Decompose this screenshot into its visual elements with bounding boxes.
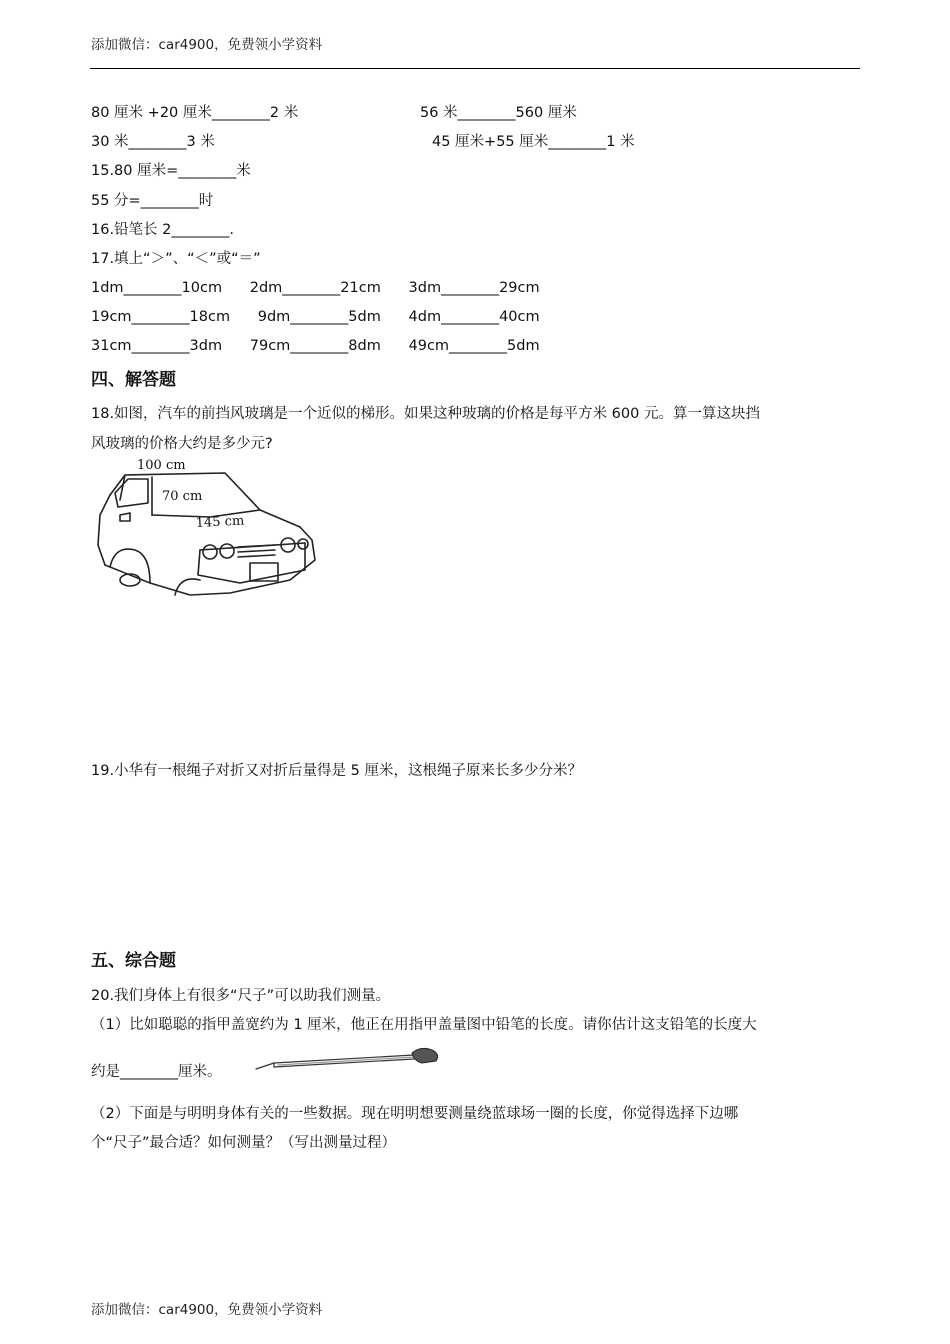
question-20-part-2-line-1: （2）下面是与明明身体有关的一些数据。现在明明想要测量绕蓝球场一圈的长度，你觉得选择下边哪 <box>91 1106 739 1122</box>
question-15-a: 15.80 厘米=________米 <box>91 163 251 179</box>
question-18-line-1: 18.如图，汽车的前挡风玻璃是一个近似的梯形。如果这种玻璃的价格是每平方米 600 元。算一算这块挡 <box>91 406 760 422</box>
section-title-4: 四、解答题 <box>91 370 176 390</box>
question-15-b: 55 分=________时 <box>91 193 214 209</box>
page-footer: 添加微信：car4900，免费领小学资料 <box>91 1302 323 1318</box>
question-14-a: 80 厘米 +20 厘米________2 米 <box>91 105 299 121</box>
question-20-part-1-line-2: 约是________厘米。 <box>91 1064 222 1080</box>
question-19: 19.小华有一根绳子对折又对折后量得是 5 厘米，这根绳子原来长多少分米？ <box>91 763 583 779</box>
car-bottom-label: 145 cm <box>195 513 245 531</box>
question-20-part-1-line-1: （1）比如聪聪的指甲盖宽约为 1 厘米，他正在用指甲盖量图中铅笔的长度。请你估计这支铅笔的长度大 <box>91 1017 757 1033</box>
question-14-b: 56 米________560 厘米 <box>420 105 577 121</box>
question-17-row-2: 19cm________18cm 9dm________5dm 4dm________40cm <box>91 309 540 325</box>
question-20: 20.我们身体上有很多“尺子”可以助我们测量。 <box>91 988 391 1004</box>
header-divider <box>90 68 860 69</box>
question-17: 17.填上“＞”、“＜”或“＝” <box>91 251 261 267</box>
question-17-row-1: 1dm________10cm 2dm________21cm 3dm________29cm <box>91 280 540 296</box>
question-18-line-2: 风玻璃的价格大约是多少元? <box>91 436 273 452</box>
pencil-figure <box>254 1047 442 1075</box>
question-14-d: 45 厘米+55 厘米________1 米 <box>432 134 635 150</box>
car-height-label: 70 cm <box>162 489 203 504</box>
question-16: 16.铅笔长 2________. <box>91 222 235 238</box>
question-14-c: 30 米________3 米 <box>91 134 215 150</box>
car-windshield-figure <box>90 455 320 603</box>
section-title-5: 五、综合题 <box>91 951 176 971</box>
question-20-part-2-line-2: 个“尺子”最合适？如何测量？（写出测量过程） <box>91 1135 397 1151</box>
question-17-row-3: 31cm________3dm 79cm________8dm 49cm________5dm <box>91 338 540 354</box>
car-top-label: 100 cm <box>137 458 186 473</box>
page-header: 添加微信：car4900，免费领小学资料 <box>91 37 323 53</box>
